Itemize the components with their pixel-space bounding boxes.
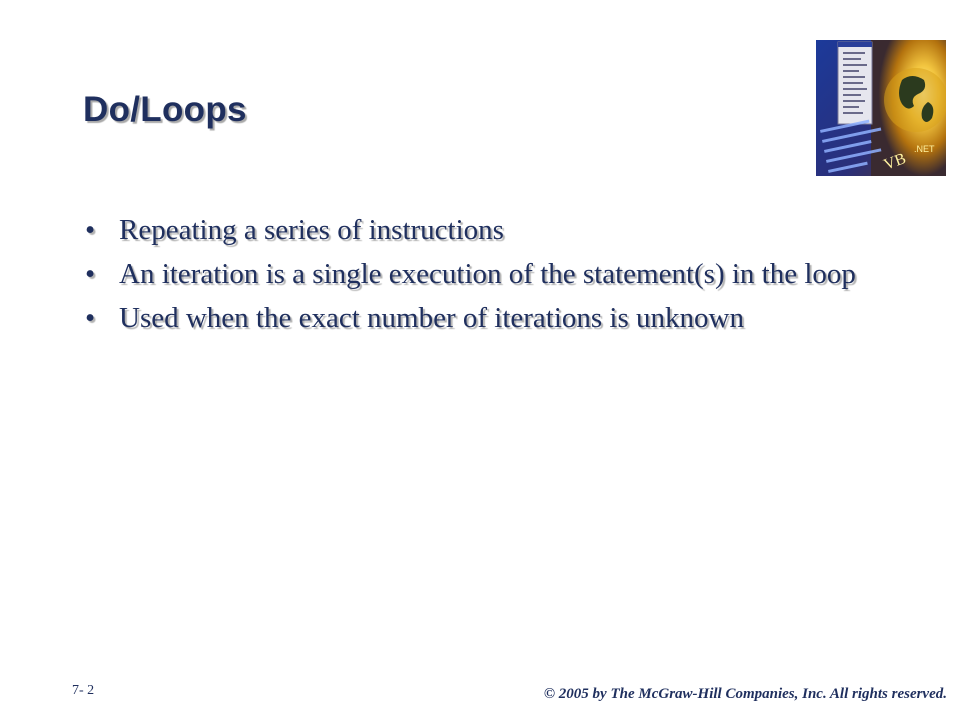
logo-net-text: .NET: [914, 144, 935, 154]
logo-vb-text: VB: [881, 150, 909, 174]
bullet-list: [85, 214, 885, 346]
bullet-item: [85, 302, 885, 335]
bullet-symbol: •: [85, 302, 96, 334]
bullet-symbol: •: [85, 258, 96, 290]
copyright-notice: © 2005 by The McGraw-Hill Companies, Inc. All rights reserved.: [543, 686, 947, 702]
bullet-item: [85, 258, 885, 291]
vb-net-globe-logo-image: [816, 40, 946, 176]
bullet-text: Used when the exact number of iterations is unknown: [119, 302, 744, 334]
slide-title: Do/Loops: [83, 90, 247, 129]
bullet-symbol: •: [85, 214, 96, 246]
page-number: 7- 2: [72, 683, 95, 698]
bullet-item: [85, 214, 885, 247]
bullet-text: An iteration is a single execution of the statement(s) in the loop: [119, 258, 856, 290]
bullet-text: Repeating a series of instructions: [119, 214, 504, 246]
